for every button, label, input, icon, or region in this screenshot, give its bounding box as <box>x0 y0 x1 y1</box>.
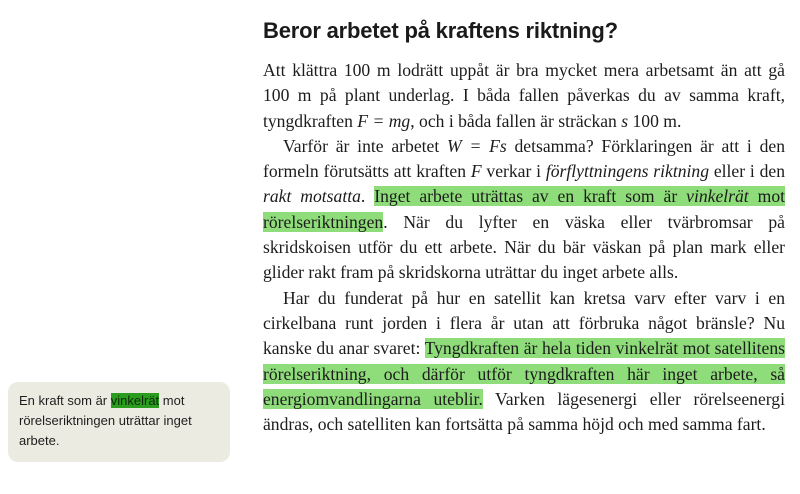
text-segment: Varför är inte arbetet <box>283 135 447 156</box>
margin-note <box>8 382 230 462</box>
highlighted-text: Tyngdkraften är hela tiden vinkelrät mot satellitens rörelseriktning, och därför utför tyngdkraften här inget arbete, så energiomvandlingarna uteblir. <box>263 338 785 409</box>
text-segment: detsamma? Förklaringen är att i den formeln förutsätts att kraften <box>263 135 785 182</box>
text-segment: . <box>360 186 375 207</box>
margin-note-text-end: mot rörelseriktningen uträttar inget arbete. <box>19 393 192 448</box>
text-segment: s <box>621 110 629 131</box>
text-segment: Har du funderat på hur en satellit kan kretsa varv efter varv i en cirkelbana runt jorden i flera år utan att förbruka något bränsle? Nu kanske du anar svaret: <box>263 287 785 359</box>
text-segment: F <box>470 161 482 182</box>
text-segment: 100 m. <box>628 110 682 131</box>
paragraph-1 <box>263 58 785 134</box>
highlighted-text: vinkelrät <box>686 186 749 207</box>
text-segment: eller i den <box>709 161 786 182</box>
margin-note-highlight: vinkelrät <box>110 393 160 408</box>
section-heading: Beror arbetet på kraftens riktning? <box>263 18 618 43</box>
text-segment: Varken lägesenergi eller rörelseenergi ändras, och satelliten kan fortsätta på samma höjd och med samma fart. <box>263 388 785 435</box>
margin-note-text-start: En kraft som är <box>19 393 111 408</box>
highlighted-text: mot rörelseriktningen <box>263 186 786 232</box>
text-segment: rakt motsatta <box>263 186 361 207</box>
paragraph-2 <box>263 134 785 286</box>
text-segment: verkar i <box>481 161 546 182</box>
text-segment: Att klättra 100 m lodrätt uppåt är bra mycket mera arbetsamt än att gå 100 m på plant underlag. I båda fallen påverkas du av samma kraft, tyngdkraften <box>263 60 785 131</box>
text-segment: . När du lyfter en väska eller tvärbromsar på skridskoisen utför du ett arbete. När du bär väskan på plan mark eller glider rakt fram på skridskorna uträttar du inget arbete alls. <box>263 211 785 283</box>
paragraph-3 <box>263 286 785 438</box>
text-segment: F = mg <box>357 110 411 131</box>
body-text <box>263 58 785 437</box>
highlighted-text: Inget arbete uträttas av en kraft som är <box>374 186 687 207</box>
text-segment: förflyttningens riktning <box>545 161 710 182</box>
text-segment: W = Fs <box>447 135 507 156</box>
text-segment: , och i båda fallen är sträckan <box>410 110 622 131</box>
